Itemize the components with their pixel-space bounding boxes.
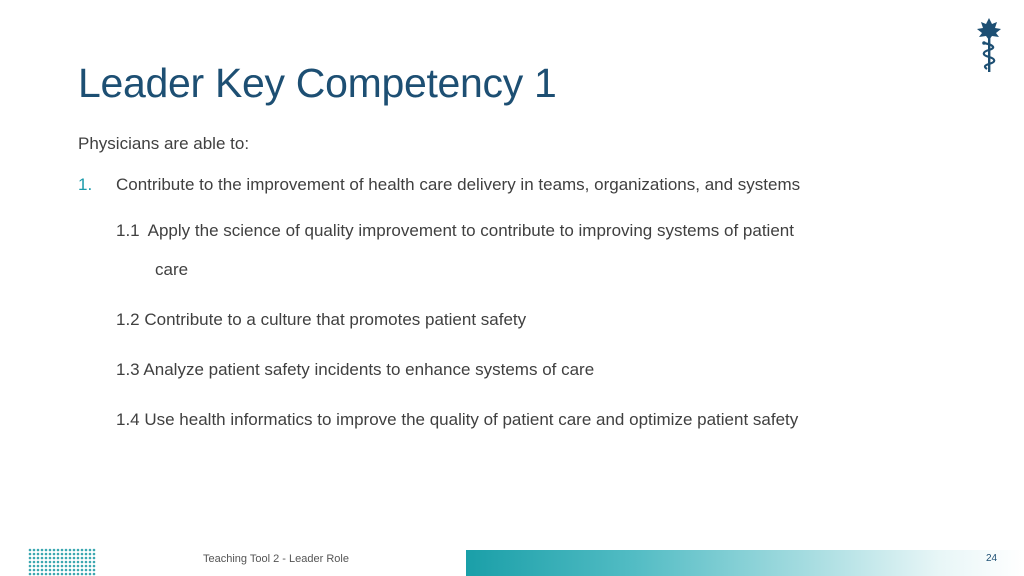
subitem-1-3: 1.3 Analyze patient safety incidents to enhance systems of care [116, 360, 595, 379]
item-text: Contribute to the improvement of health care delivery in teams, organizations, and systems [116, 175, 801, 194]
subitem-text: Apply the science of quality improvement to contribute to improving systems of patient [147, 221, 794, 240]
subitem-number: 1.1 [116, 221, 140, 240]
subitem-1-1 [116, 221, 794, 241]
caduceus-logo-icon [974, 16, 1004, 74]
page-number: 24 [986, 553, 998, 564]
dot-grid-icon [28, 548, 96, 576]
footer-label: Teaching Tool 2 - Leader Role [203, 553, 349, 565]
item-number: 1. [78, 175, 93, 194]
subitem-1-4: 1.4 Use health informatics to improve the quality of patient care and optimize patient safety [116, 410, 799, 429]
subitem-1-1-continuation: care [155, 260, 189, 279]
slide-title: Leader Key Competency 1 [78, 60, 557, 106]
competency-item-1 [78, 175, 800, 195]
intro-text: Physicians are able to: [78, 134, 250, 153]
footer-gradient-bar [466, 550, 1024, 576]
subitem-1-2: 1.2 Contribute to a culture that promotes patient safety [116, 310, 527, 329]
